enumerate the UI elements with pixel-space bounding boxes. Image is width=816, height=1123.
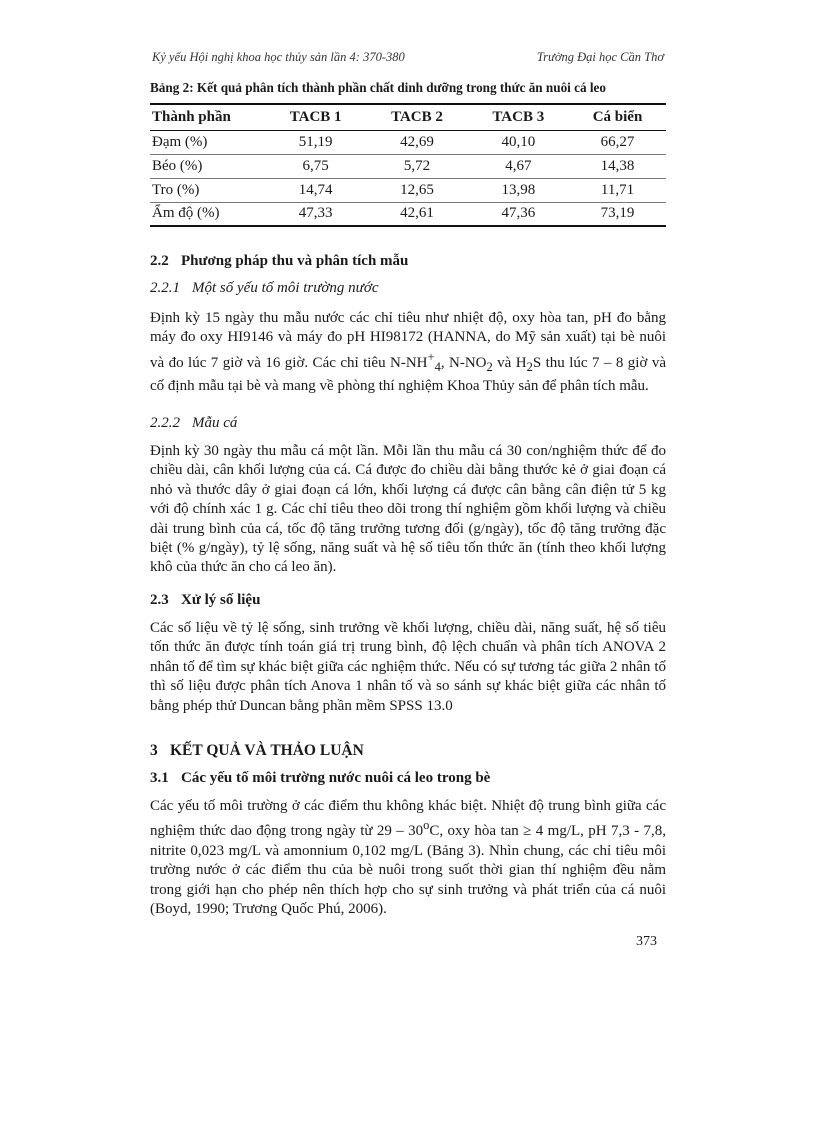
table-cell: 13,98 xyxy=(468,178,569,202)
row-label: Tro (%) xyxy=(150,178,265,202)
paragraph-text: Các yếu tố môi trường ở các điểm thu không khác biệt. Nhiệt độ trung bình giữa các nghiệm thức dao động trong ngày từ 29 – 30 xyxy=(150,798,666,840)
paragraph-text: Định kỳ 15 ngày thu mẫu nước các chỉ tiêu như nhiệt độ, oxy hòa tan, pH đo bằng máy đo oxy HI9146 và máy đo pH HI98172 (HANNA, do Mỹ sản xuất) tại bè nuôi và đo lúc 7 giờ và 16 giờ. Các chỉ tiêu N-NH xyxy=(150,310,666,371)
header-journal: Kỷ yếu Hội nghị khoa học thủy sản lần 4: 370-380 xyxy=(152,50,405,64)
paragraph-text: C, oxy hòa tan ≥ 4 mg/L, pH 7,3 - 7,8, nitrite 0,023 mg/L và amonnium 0,102 mg/L (Bảng 3). Nhìn chung, các chỉ tiêu môi trường nước ở các điểm thu của bè nuôi trong suốt thời gian thí nghiệm đều nằm trong giới hạn cho phép nên thích hợp cho sự sinh trưởng và phát triển của cá nuôi (Boyd, 1990; Trương Quốc Phú, 2006). xyxy=(150,823,667,918)
table-cell: 5,72 xyxy=(366,154,467,178)
table-cell: 14,38 xyxy=(569,154,666,178)
column-header: Cá biển xyxy=(592,108,643,125)
row-label: Béo (%) xyxy=(150,154,265,178)
table-cell: 40,10 xyxy=(501,133,536,150)
section-title: Mẫu cá xyxy=(192,415,238,431)
table-cell: 42,61 xyxy=(366,202,467,226)
section-title: Phương pháp thu và phân tích mẫu xyxy=(181,253,409,269)
row-label: Ẩm độ (%) xyxy=(150,202,265,226)
column-header: TACB 1 xyxy=(289,108,342,125)
section-heading-3-1 xyxy=(150,770,490,787)
section-heading-2-2 xyxy=(150,253,408,270)
section-heading-2-2-2 xyxy=(150,415,237,432)
paragraph-data-processing: Các số liệu về tỷ lệ sống, sinh trưởng về khối lượng, chiều dài, năng suất, hệ số tiêu tốn thức ăn được tính toán giá trị trung bình, độ lệch chuẩn và phân tích ANOVA 2 nhân tố để tìm sự khác biệt giữa các nghiệm thức. Nếu có sự tương tác giữa 2 nhân tố thì số liệu được phân tích Anova 1 nhân tố và so sánh sự khác biệt giữa các nhân tố bằng phép thử Duncan bằng phần mềm SPSS 13.0 xyxy=(150,620,666,714)
section-number: 2.2 xyxy=(150,253,169,269)
subscript: 4 xyxy=(434,359,441,374)
section-number: 3.1 xyxy=(150,770,169,786)
table-cell: 12,65 xyxy=(366,178,467,202)
table-cell: 6,75 xyxy=(265,154,366,178)
section-number: 2.3 xyxy=(150,592,169,608)
section-number: 2.2.1 xyxy=(150,280,180,296)
table-row xyxy=(150,178,666,202)
header-university: Trường Đại học Cần Thơ xyxy=(536,50,664,64)
section-title: Các yếu tố môi trường nước nuôi cá leo trong bè xyxy=(181,770,491,786)
section-title: Một số yếu tố môi trường nước xyxy=(192,280,379,296)
table-cell: 11,71 xyxy=(569,178,666,202)
table-cell: 73,19 xyxy=(569,202,666,226)
table-cell: 66,27 xyxy=(600,133,635,150)
section-number: 3 xyxy=(150,742,158,759)
table-row xyxy=(150,154,666,178)
table-header-row xyxy=(150,104,666,130)
paragraph-water-results xyxy=(150,797,666,919)
table-cell: 4,67 xyxy=(468,154,569,178)
superscript: + xyxy=(427,349,435,364)
paragraph-text: và H xyxy=(492,354,527,371)
column-header: Thành phần xyxy=(152,108,231,125)
section-title: Xử lý số liệu xyxy=(181,592,261,608)
row-label: Đạm (%) xyxy=(152,133,208,150)
table-cell: 47,36 xyxy=(468,202,569,226)
paragraph-text: S thu lúc 7 – 8 giờ và cố định mẫu tại bè và mang về phòng thí nghiệm Khoa Thủy sản để phân tích mẫu. xyxy=(150,354,666,395)
column-header: TACB 2 xyxy=(391,108,443,125)
table-cell: 47,33 xyxy=(265,202,366,226)
table-cell: 51,19 xyxy=(298,133,333,150)
page-number: 373 xyxy=(636,934,657,949)
table-cell: 42,69 xyxy=(400,133,434,150)
section-heading-2-2-1 xyxy=(150,280,379,297)
paragraph-text: , N-NO xyxy=(440,354,487,371)
table-caption: Bảng 2: Kết quả phân tích thành phần chất dinh dưỡng trong thức ăn nuôi cá leo xyxy=(150,80,606,95)
column-header: TACB 3 xyxy=(492,108,545,125)
section-heading-3 xyxy=(150,742,364,760)
section-number: 2.2.2 xyxy=(150,415,180,431)
table-row xyxy=(150,130,666,154)
paragraph-water-sampling xyxy=(150,309,666,397)
subscript: 2 xyxy=(486,359,493,374)
paragraph-fish-sampling: Định kỳ 30 ngày thu mẫu cá một lần. Mỗi lần thu mẫu cá 30 con/nghiệm thức để đo chiều dài, cân khối lượng của cá. Cá được đo chiều dài bằng thước kẻ ở giai đoạn cá nhỏ và thước dây ở giai đoạn cá lớn, khối lượng cá được cân bằng cân điện tử 5 kg với độ chính xác 1 g. Các chỉ tiêu theo dõi trong thí nghiệm gồm khối lượng và chiều dài trung bình của cá, tốc độ tăng trưởng tương đối (g/ngày), tốc độ tăng trưởng đặc biệt (% g/ngày), tỷ lệ sống, năng suất và hệ số tiêu tốn thức ăn (tính theo khối lượng khô của thức ăn cho cá leo ăn). xyxy=(150,443,666,576)
table-cell: 14,74 xyxy=(265,178,366,202)
nutrient-table xyxy=(150,103,666,227)
table-row xyxy=(150,202,666,226)
subscript: 2 xyxy=(526,359,533,374)
section-title: KẾT QUẢ VÀ THẢO LUẬN xyxy=(170,742,364,759)
section-heading-2-3 xyxy=(150,592,260,609)
superscript: o xyxy=(423,818,430,833)
